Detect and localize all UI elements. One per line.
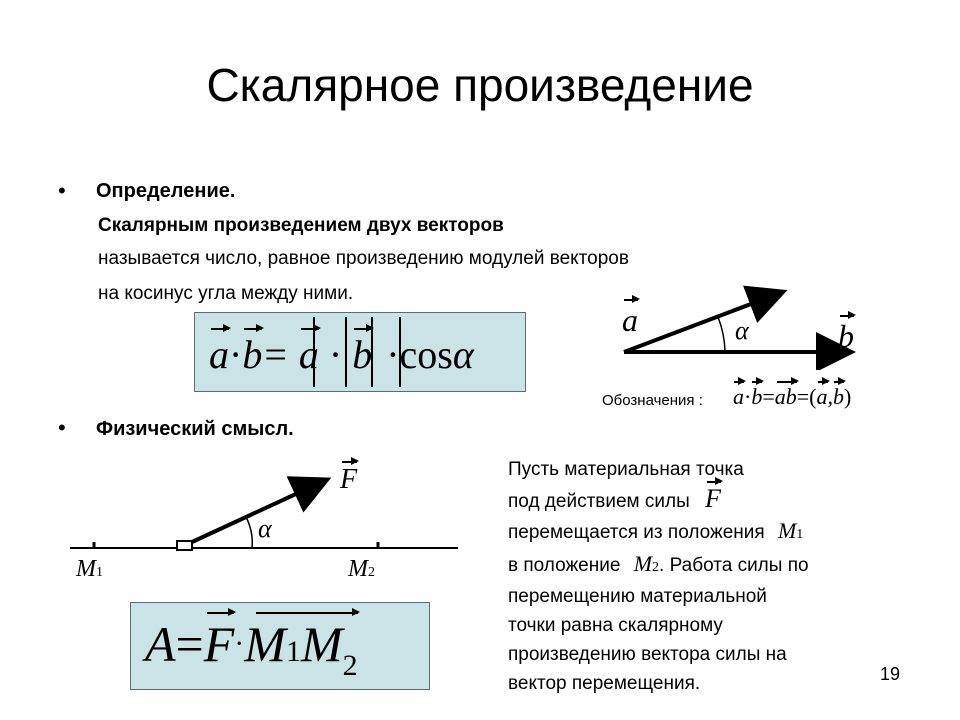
physical-paragraph	[508, 455, 908, 698]
m2-symbol: M	[300, 616, 343, 672]
m2-subscript: 2	[368, 565, 375, 580]
inline-force: F	[705, 484, 721, 513]
definition-line-3: на косинус угла между ними.	[98, 283, 354, 304]
vectors-angle-diagram	[600, 280, 900, 370]
dot-sign: ·	[229, 332, 243, 377]
notation-paren-close: )	[844, 384, 852, 409]
equals-sign: =	[264, 332, 287, 377]
modulus-bar	[399, 317, 401, 387]
dot-product-formula	[194, 312, 526, 392]
m1-index: 1	[285, 635, 301, 668]
definition-line-1: Скалярным произведением двух векторов	[98, 215, 504, 236]
notation-b-2: b	[833, 384, 844, 409]
m2-index: 2	[342, 649, 358, 682]
inline-m1: M1	[777, 518, 804, 543]
paragraph-line: вектор перемещения.	[508, 673, 701, 694]
alpha-symbol: α	[452, 332, 474, 377]
force-angle-label: α	[258, 514, 272, 543]
force-label: F	[340, 464, 358, 495]
vector-a: a	[209, 332, 229, 377]
notation-formula	[733, 384, 851, 410]
label-a: a	[622, 302, 638, 338]
notation-dot: ·	[744, 384, 752, 409]
paragraph-line: Пусть материальная точка	[508, 459, 744, 480]
dot-sign: ·	[234, 627, 245, 660]
definition-line-2: называется число, равное произведению модулей векторов	[98, 248, 629, 269]
page-number: 19	[880, 664, 901, 684]
m1-symbol: M	[244, 616, 286, 672]
vector-a-modulus: a	[298, 332, 319, 377]
force-angle-arc	[246, 517, 252, 548]
displacement-vector	[244, 615, 357, 683]
dot-sign-3: ·	[386, 332, 400, 377]
angle-arc	[718, 317, 725, 352]
bullet-dot: •	[58, 178, 66, 203]
notation-eq: =	[762, 384, 775, 409]
modulus-bar	[371, 317, 373, 387]
notation-paren: (	[809, 384, 817, 409]
vector-b-modulus: b	[352, 332, 373, 377]
notation-eq-2: =	[796, 384, 810, 409]
modulus-bar	[345, 317, 347, 387]
physical-heading: Физический смысл.	[96, 418, 294, 440]
vector-b: b	[242, 332, 263, 377]
dot-sign-2: ·	[328, 332, 343, 377]
cos-label: cos	[399, 332, 453, 377]
modulus-bar	[313, 317, 315, 387]
force-vector: F	[203, 616, 235, 672]
work-symbol: A	[145, 616, 176, 672]
m1-subscript: 1	[96, 565, 103, 580]
paragraph-line: в положение M2. Работа силы по	[508, 551, 809, 576]
notation-ab: ab	[774, 384, 797, 409]
paragraph-line: точки равна скалярному	[508, 615, 723, 636]
work-formula	[130, 602, 430, 690]
material-point	[177, 541, 192, 550]
definition-heading: Определение.	[96, 180, 236, 202]
angle-label: α	[735, 316, 749, 345]
vector-a-arrow	[624, 293, 780, 352]
m1-label: M	[76, 556, 96, 582]
paragraph-line: перемещается из положения M1	[508, 518, 804, 543]
notation-a-2: a	[816, 384, 828, 409]
bullet-dot: •	[58, 415, 66, 440]
inline-m2: M2	[633, 551, 660, 576]
notation-a: a	[733, 384, 744, 409]
notation-label: Обозначения :	[602, 392, 703, 409]
notation-comma: ,	[827, 384, 833, 409]
paragraph-line: под действием силы F	[508, 484, 721, 513]
paragraph-line: произведению вектора силы на	[508, 644, 787, 665]
slide-title: Скалярное произведение	[206, 59, 754, 111]
paragraph-line: перемещению материальной	[508, 586, 767, 607]
equals-sign: =	[175, 616, 204, 672]
m2-label: M	[348, 556, 368, 582]
notation-b: b	[751, 384, 763, 409]
label-b: b	[838, 318, 854, 354]
